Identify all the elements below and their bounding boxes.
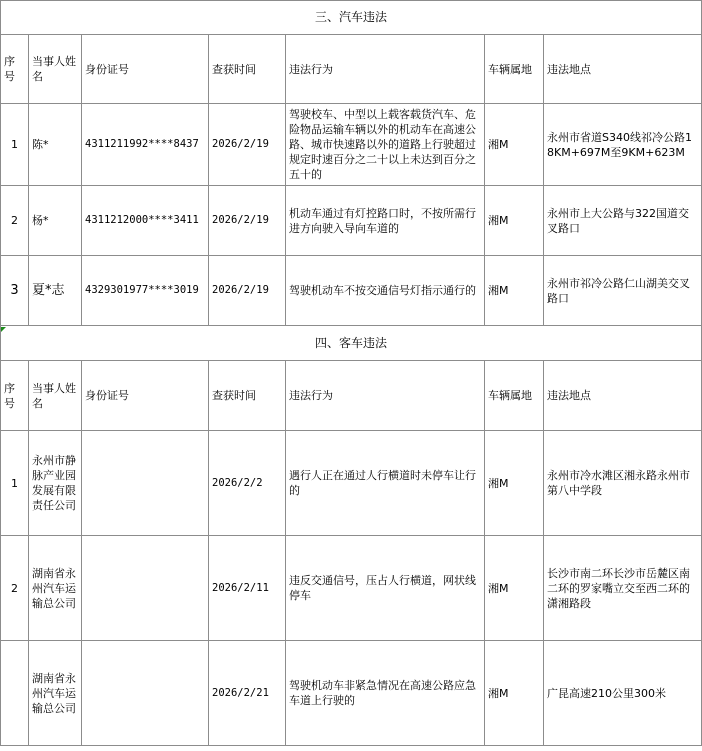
cell-id: [82, 536, 209, 641]
cell-region: 湘M: [485, 641, 544, 746]
section-title: 四、客车违法: [1, 326, 702, 361]
cell-region: 湘M: [485, 431, 544, 536]
cell-no: 1: [1, 104, 29, 186]
table-row: [1, 186, 702, 256]
header-behavior: 违法行为: [286, 361, 485, 431]
table-row: [1, 104, 702, 186]
header-location: 违法地点: [544, 35, 702, 104]
table-row: [1, 256, 702, 326]
cell-comment-marker: [1, 327, 6, 332]
header-id: 身份证号: [82, 361, 209, 431]
header-date: 查获时间: [209, 35, 286, 104]
cell-location: 永州市省道S340线祁冷公路18KM+697M至9KM+623M: [544, 104, 702, 186]
cell-no: [1, 641, 29, 746]
cell-location: 长沙市南二环长沙市岳麓区南二环的罗家嘴立交至西二环的潇湘路段: [544, 536, 702, 641]
cell-behavior: 违反交通信号，压占人行横道，网状线停车: [286, 536, 485, 641]
cell-behavior: 驾驶机动车不按交通信号灯指示通行的: [286, 256, 485, 326]
cell-id: 4311212000****3411: [82, 186, 209, 256]
cell-no: 2: [1, 186, 29, 256]
header-location: 违法地点: [544, 361, 702, 431]
cell-date: 2026/2/19: [209, 104, 286, 186]
cell-region: 湘M: [485, 186, 544, 256]
cell-no: 3: [1, 256, 29, 326]
table-row: [1, 536, 702, 641]
cell-region: 湘M: [485, 256, 544, 326]
cell-region: 湘M: [485, 104, 544, 186]
section-header-row: [1, 1, 702, 35]
cell-id: [82, 641, 209, 746]
cell-date: 2026/2/19: [209, 186, 286, 256]
section-header-row: [1, 326, 702, 361]
cell-name: 湖南省永州汽车运输总公司: [29, 641, 82, 746]
header-region: 车辆属地: [485, 35, 544, 104]
cell-id: 4311211992****8437: [82, 104, 209, 186]
cell-region: 湘M: [485, 536, 544, 641]
column-header-row: [1, 35, 702, 104]
cell-behavior: 驾驶机动车非紧急情况在高速公路应急车道上行驶的: [286, 641, 485, 746]
table-row: [1, 431, 702, 536]
cell-date: 2026/2/19: [209, 256, 286, 326]
header-name: 当事人姓名: [29, 361, 82, 431]
cell-behavior: 驾驶校车、中型以上载客载货汽车、危险物品运输车辆以外的机动车在高速公路、城市快速路以外的道路上行驶超过规定时速百分之二十以上未达到百分之五十的: [286, 104, 485, 186]
header-date: 查获时间: [209, 361, 286, 431]
cell-behavior: 机动车通过有灯控路口时，不按所需行进方向驶入导向车道的: [286, 186, 485, 256]
cell-date: 2026/2/21: [209, 641, 286, 746]
cell-name: 杨*: [29, 186, 82, 256]
table-row: [1, 641, 702, 746]
header-behavior: 违法行为: [286, 35, 485, 104]
cell-location: 永州市祁冷公路仁山湖美交叉路口: [544, 256, 702, 326]
section-title: 三、汽车违法: [1, 1, 702, 35]
cell-date: 2026/2/2: [209, 431, 286, 536]
header-id: 身份证号: [82, 35, 209, 104]
cell-id: [82, 431, 209, 536]
cell-behavior: 遇行人正在通过人行横道时未停车让行的: [286, 431, 485, 536]
header-name: 当事人姓名: [29, 35, 82, 104]
cell-id: 4329301977****3019: [82, 256, 209, 326]
column-header-row: [1, 361, 702, 431]
header-region: 车辆属地: [485, 361, 544, 431]
cell-name: 永州市静脉产业园发展有限责任公司: [29, 431, 82, 536]
cell-name: 夏*志: [29, 256, 82, 326]
cell-location: 永州市冷水滩区湘永路永州市第八中学段: [544, 431, 702, 536]
cell-name: 陈*: [29, 104, 82, 186]
cell-location: 广昆高速210公里300米: [544, 641, 702, 746]
header-no: 序号: [1, 35, 29, 104]
header-no: 序号: [1, 361, 29, 431]
cell-location: 永州市上大公路与322国道交叉路口: [544, 186, 702, 256]
cell-no: 2: [1, 536, 29, 641]
cell-date: 2026/2/11: [209, 536, 286, 641]
cell-name: 湖南省永州汽车运输总公司: [29, 536, 82, 641]
cell-no: 1: [1, 431, 29, 536]
